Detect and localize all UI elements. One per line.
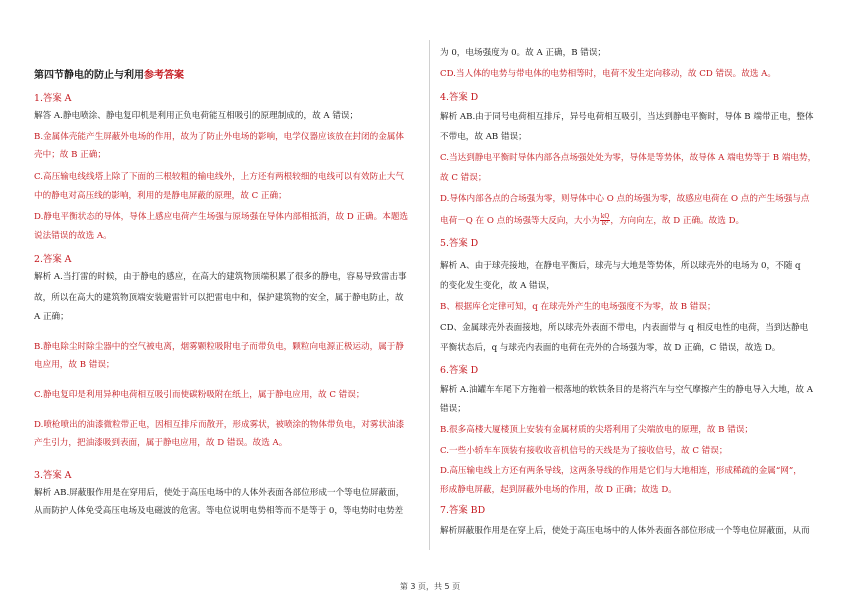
line-text: 不带电，故 AB 错误； (440, 132, 527, 142)
text-line (34, 438, 287, 449)
answer-heading (440, 92, 478, 103)
text-line (440, 446, 727, 457)
line-text: 6.答案 D (440, 365, 479, 376)
text-line (34, 360, 115, 371)
line-text: 解析 A.当打雷的时候，由于静电的感应，在高大的建筑物顶端积累了很多的静电，容易导致雷击事 (34, 272, 407, 282)
text-line (440, 323, 808, 334)
line-text: 故 C 错误； (440, 173, 487, 183)
text-line (34, 488, 404, 499)
fraction-denominator: R² (601, 220, 609, 227)
line-text: C.静电复印是利用异种电荷相互吸引而使碳粉吸附在纸上，属于静电应用，故 C 错误； (34, 390, 365, 400)
line-text: B.静电除尘时除尘器中的空气被电离，烟雾颗粒吸附电子而带负电，颗粒向电源正极运动，属于静 (34, 342, 404, 352)
line-text: 解析 A、由于球壳接地，在静电平衡后，球壳与大地是等势体，所以球壳外的电场为 0，不随 q (440, 261, 801, 271)
text-line (440, 466, 802, 477)
text-line (34, 293, 404, 304)
line-text: CD、金属球壳外表面接地，所以球壳外表面不带电，内表面带与 q 相反电性的电荷，当到达静电 (440, 323, 809, 333)
line-text: D.导体内部各点的合场强为零，则导体中心 O 点的场强为零，故感应电荷在 O 点的产生场强与点 (440, 194, 810, 204)
text-line (440, 261, 801, 272)
text-line (440, 485, 677, 496)
line-text: 7.答案 BD (440, 505, 486, 516)
text-line (34, 212, 408, 223)
page-footer: 第 3 页，共 5 页 (399, 582, 461, 591)
line-text: 1.答案 A (34, 93, 72, 104)
text-line (34, 150, 106, 161)
line-text: B、根据库仑定律可知，q 在球壳外产生的电场强度不为零，故 B 错误； (440, 302, 716, 312)
line-text: 解答 A.静电喷涂、静电复印机是利用正负电荷能互相吸引的原理制成的，故 A 错误； (34, 111, 359, 121)
text-line (34, 111, 358, 122)
line-text: 电荷－Q 在 O 点的场强等大反向，大小为 (440, 216, 600, 226)
line-text: 解析 AB.屏蔽服作用是在穿用后，使处于高压电场中的人体外表面各部位形成一个等电位屏蔽面， (34, 488, 405, 498)
line-text: 壳中；故 B 正确； (34, 150, 106, 160)
line-text: 2.答案 A (34, 254, 72, 265)
text-line (34, 191, 287, 202)
text-line (440, 214, 744, 227)
answer-heading (440, 238, 478, 249)
text-line (440, 69, 776, 80)
line-text: C.一些小轿车车顶装有接收收音机信号的天线是为了接收信号，故 C 错误； (440, 446, 728, 456)
text-line (34, 312, 69, 323)
answer-heading (34, 470, 71, 481)
text-line (34, 272, 407, 283)
line-text: 错误； (440, 404, 466, 414)
line-text: C.高压输电线线塔上除了下面的三根较粗的输电线外，上方还有两根较细的电线可以有效防止大气 (34, 172, 404, 182)
line-text: 的变化发生变化，故 A 错误， (440, 281, 555, 291)
text-line (440, 173, 486, 184)
text-line (440, 153, 816, 164)
line-text: 形成静电屏蔽，起到屏蔽外电场的作用，故 D 正确；故选 D。 (440, 485, 677, 495)
text-line (440, 281, 555, 292)
line-text: C.当达到静电平衡时导体内部各点场强处处为零，导体是等势体，故导体 A 端电势等于 B 端电势， (440, 153, 817, 163)
text-line (440, 112, 814, 123)
answer-heading (440, 505, 485, 516)
fraction (600, 214, 611, 227)
text-line (440, 194, 810, 205)
line-text: 平衡状态后，q 与球壳内表面的电荷在壳外的合场强为零，故 D 正确，C 错误，故选 D。 (440, 343, 781, 353)
line-text: 电应用，故 B 错误； (34, 360, 115, 370)
text-line (34, 231, 112, 242)
line-text: B.金属体壳能产生屏蔽外电场的作用，故为了防止外电场的影响，电学仪器应该放在封闭的金属体 (34, 132, 404, 142)
line-text: 中的静电对高压线的影响，利用的是静电屏蔽的原理，故 C 正确； (34, 191, 287, 201)
answer-heading (34, 93, 71, 104)
line-text: 从而防护人体免受高压电场及电磁波的危害。等电位说明电势相等而不是等于 0，等电势时电势差 (34, 506, 404, 516)
line-text: 解析 A.油罐车车尾下方拖着一根落地的软铁条目的是将汽车与空气摩擦产生的静电导入大地，故 A (440, 385, 813, 395)
answer-heading (34, 254, 71, 265)
text-line (440, 302, 716, 313)
line-text: 说法错误的故选 A。 (34, 231, 112, 241)
text-line (34, 506, 403, 517)
page-title: 第四节静电的防止与利用参考答案 (34, 70, 184, 81)
text-line (440, 425, 753, 436)
text-line (440, 343, 780, 354)
line-text: 为 0，电场强度为 0。故 A 正确，B 错误； (440, 48, 607, 58)
line-text: B.很多高楼大厦楼顶上安装有金属材质的尖塔利用了尖端放电的原理，故 B 错误； (440, 425, 754, 435)
line-text: 解析屏蔽服作用是在穿上后，使处于高压电场中的人体外表面各部位形成一个等电位屏蔽面，从而 (440, 526, 810, 536)
line-text: 4.答案 D (440, 92, 479, 103)
text-line (34, 342, 404, 353)
answer-heading (440, 365, 478, 376)
text-line (34, 172, 404, 183)
text-line (34, 132, 404, 143)
text-line (440, 132, 527, 143)
line-text: D.高压输电线上方还有两条导线，这两条导线的作用是它们与大地相连，形成稀疏的金属“网”， (440, 466, 802, 476)
line-text-after: ，方向向左，故 D 正确。故选 D。 (610, 216, 745, 226)
line-text: 产生引力，把油漆吸到表面，属于静电应用，故 D 错误。故选 A。 (34, 438, 288, 448)
line-text: CD.当人体的电势与带电体的电势相等时，电荷不发生定向移动，故 CD 错误。故选 A。 (440, 69, 776, 79)
text-line (440, 404, 466, 415)
text-line (440, 526, 810, 537)
fraction-numerator: kQ (600, 213, 610, 220)
line-text: D.静电平衡状态的导体，导体上感应电荷产生场强与原场强在导体内部相抵消，故 D 正确。本题选 (34, 212, 409, 222)
line-text: 解析 AB.由于同号电荷相互排斥，异号电荷相互吸引，当达到静电平衡时，导体 B 端带正电，整体 (440, 112, 814, 122)
text-line (34, 390, 364, 401)
text-line (34, 420, 404, 431)
line-text: A 正确； (34, 312, 69, 322)
line-text: D.喷枪喷出的油漆微粒带正电，因相互排斥而散开，形成雾状，被喷涂的物体带负电，对雾状油漆 (34, 420, 405, 430)
column-divider (429, 40, 430, 550)
line-text: 故，所以在高大的建筑物顶端安装避雷针可以把雷电中和，保护建筑物的安全，属于静电防止，故 (34, 293, 404, 303)
line-text: 3.答案 A (34, 470, 72, 481)
text-line (440, 48, 606, 59)
line-text: 5.答案 D (440, 238, 479, 249)
text-line (440, 385, 813, 396)
